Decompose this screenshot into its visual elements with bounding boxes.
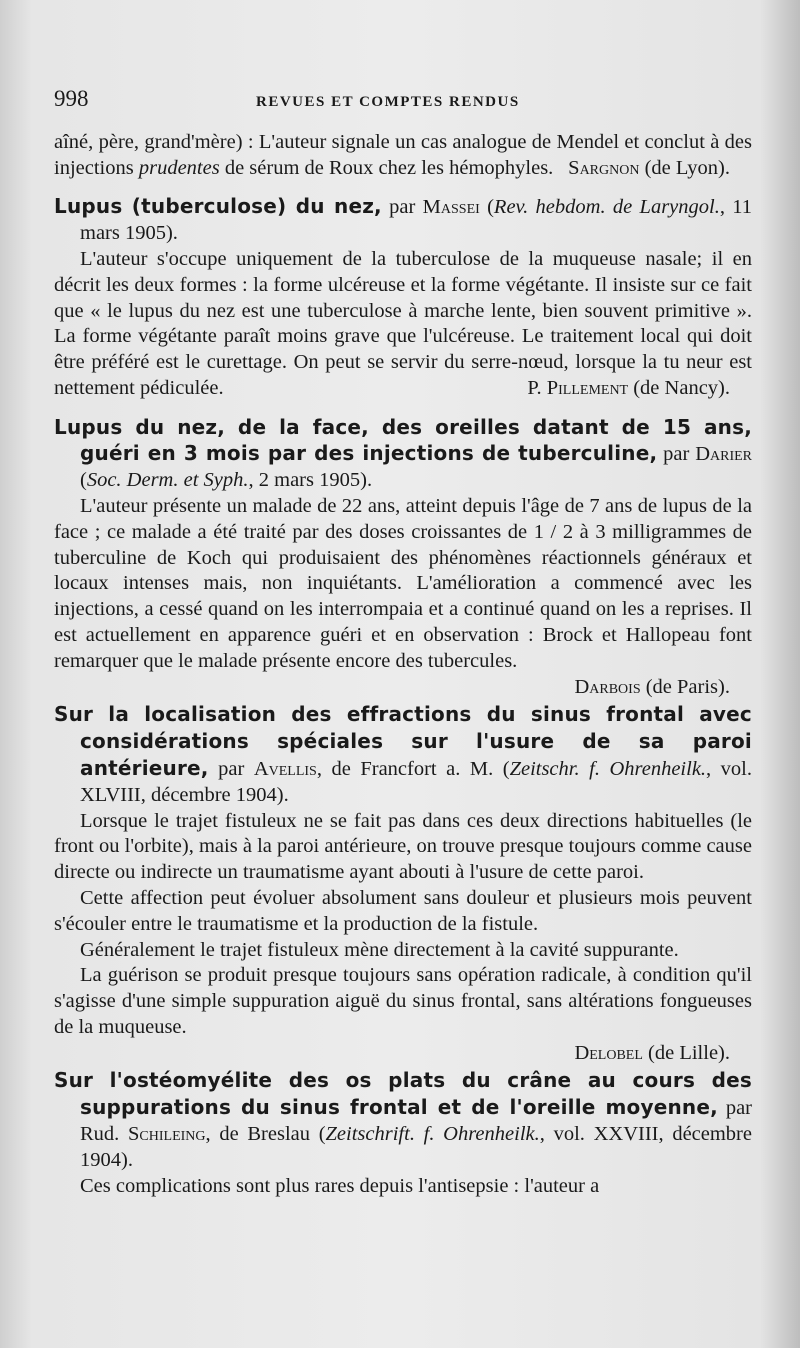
review4-body: Ces complications sont plus rares depuis l'antisepsie : l'auteur a — [80, 1174, 600, 1197]
running-head: REVUES ET COMPTES RENDUS — [256, 94, 520, 110]
review1-body: L'auteur s'occupe uniquement de la tuberculose de la muqueuse nasale; il en décrit les deux formes : la forme ulcéreuse et la forme végétante. Il insiste sur ce fait que « le lupus du nez est une tuberculose à marche lente, bien souvent primitive ». La forme végétante paraît moins grave que l'ulcéreuse. Le traitement local qui doit être préféré est le curettage. On peut se servir du serre-nœud, lorsque la tu neur est nettement pédiculée. — [54, 247, 752, 399]
review3-paragraph: Lorsque le trajet fistuleux ne se fait pas dans ces deux directions habituelles (le front ou l'orbite), mais à la paroi antérieure, on trouve presque toujours comme cause directe ou indirecte un traumatisme ayant abouti à l'usure de cette paroi. — [54, 809, 752, 884]
review2-title: Lupus du nez, de la face, des oreilles datant de 15 ans, guéri en 3 mois par des injections de tuberculine, — [54, 414, 752, 466]
review3-author: Avellis — [253, 757, 317, 780]
review2-body: L'auteur présente un malade de 22 ans, atteint depuis l'âge de 7 ans de lupus de la face ; ce malade a été traité par des doses croissantes de 1 / 2 à 3 milligrammes de tuberculine de Koch qui produisaient des phénomènes réactionnels généraux et locaux intenses mais, non inquiétants. L'amélioration a commencé avec les injections, a cessé quand on les interrompaiа et a continué quand on les a reprises. Il est actuellement en apparence guéri et en observation : Brock et Hallopeau font remarquer que le malade présente encore des tubercules. — [54, 494, 752, 672]
review4-title: Sur l'ostéomyélite des os plats du crâne au cours des suppurations du sinus frontal et de l'oreille moyenne, — [54, 1068, 752, 1120]
review3-signature: Delobel (de Lille). — [574, 1041, 730, 1064]
review3-title: Sur la localisation des effractions du sinus frontal avec considérations spéciales sur l'usure de sa paroi antérieure, — [54, 702, 752, 780]
review2-signature: Darbois (de Paris). — [574, 675, 730, 698]
prev-review-text: aîné, père, grand'mère) : L'auteur signale un cas analogue de Mendel et conclut à des injections prudentes de sérum de Roux chez les hémophyles. — [54, 131, 752, 179]
review4-heading: Sur l'ostéomyélite des os plats du crâne au cours des suppurations du sinus frontal et de l'oreille moyenne, par Rud. Schileing, de Breslau (Zeitschrift. f. Ohrenheilk., vol. XXVIII, décembre 1904). — [54, 1068, 752, 1171]
review1-title: Lupus (tuberculose) du nez, — [54, 194, 382, 219]
review3-heading: Sur la localisation des effractions du sinus frontal avec considérations spéciales sur l'usure de sa paroi antérieure, par Avellis, de Francfort a. M. (Zeitschr. f. Ohrenheilk., vol. XLVIII, décembre 1904). — [54, 702, 753, 806]
page-body — [54, 130, 752, 1199]
review1-heading: Lupus (tuberculose) du nez, par Massei (Rev. hebdom. de Laryngol., 11 mars 1905). — [54, 194, 753, 245]
review4-author: Schileing — [128, 1123, 206, 1146]
review2-heading: Lupus du nez, de la face, des oreilles datant de 15 ans, guéri en 3 mois par des injections de tuberculine, par Darier (Soc. Derm. et Syph., 2 mars 1905). — [54, 414, 752, 492]
review1-author: Massei — [422, 196, 480, 219]
page-number: 998 — [54, 86, 89, 111]
page-header — [54, 86, 752, 130]
prev-review-signature: Sargnon (de Lyon). — [568, 156, 730, 179]
review3-paragraph: Cette affection peut évoluer absolument sans douleur et plusieurs mois peuvent s'écouler entre le traumatisme et la production de la fistule. — [54, 886, 752, 935]
review1-signature: P. Pillement (de Nancy). — [527, 376, 730, 399]
review3-paragraph: La guérison se produit presque toujours sans opération radicale, à condition qu'il s'agisse d'une simple suppuration aiguë du sinus frontal, sans altérations fongueuses de la muqueuse. — [54, 964, 752, 1038]
review2-author: Darier — [695, 443, 752, 466]
review3-paragraph: Généralement le trajet fistuleux mène directement à la cavité suppurante. — [80, 938, 679, 961]
